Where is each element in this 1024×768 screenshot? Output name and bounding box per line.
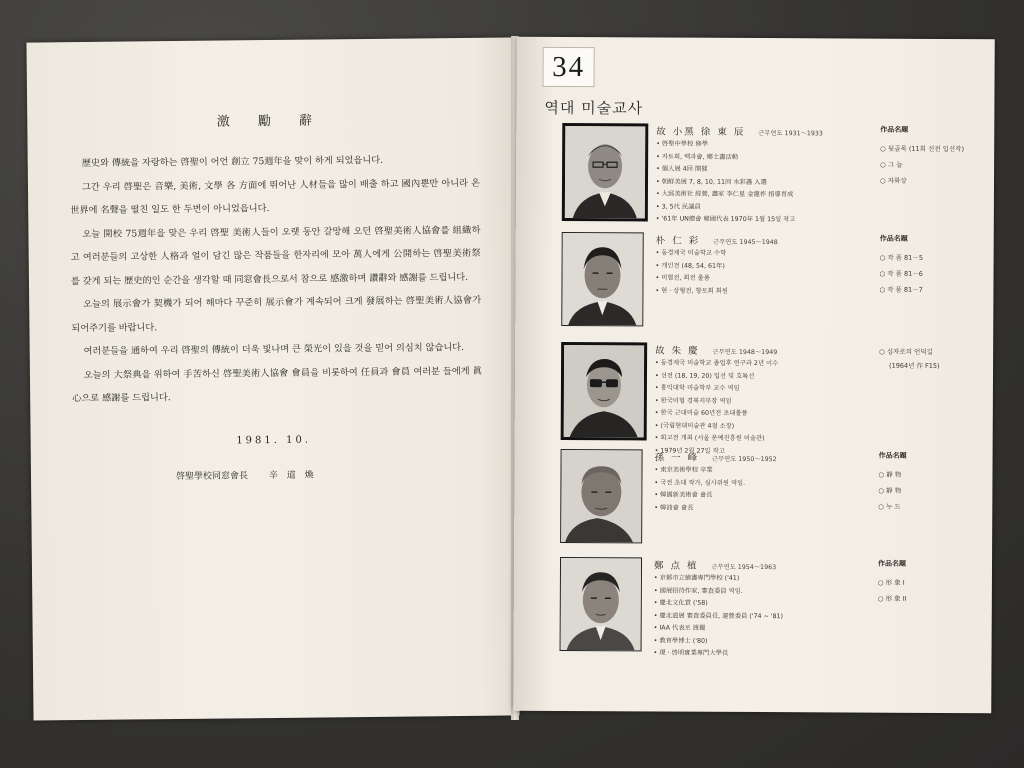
portrait-image [561, 558, 641, 650]
career-list [655, 357, 779, 458]
teacher-entry [515, 232, 994, 339]
career-item: • 동경제국 미술학교 졸업후 연구과 2년 이수 [655, 357, 778, 370]
work-title: ○ 누 드 [878, 499, 906, 515]
career-item: • 韓國新美術會 會長 [654, 489, 745, 502]
portrait-photo [562, 123, 649, 221]
teacher-header [656, 123, 823, 138]
career-item: • 大邱美術社 經營, 畵家 李仁星 金龍祚 指導育成 [656, 188, 796, 201]
career-item: • 자토회, 백과會, 鄕土畵活動 [656, 151, 796, 164]
career-item: • 京都市立繪畵專門學校 ('41) [654, 572, 783, 585]
works-list [878, 451, 906, 515]
career-list [655, 247, 728, 297]
career-item: • IAA 代表로 渡獨 [654, 622, 783, 635]
body-paragraph: 오늘 開校 75週年을 맞은 우리 啓聖 美術人들이 오랫 동안 갈망해 오던 啓聖美術人協會를 組織하고 여러분들의 고상한 人格과 얼이 담긴 많은 작품들을 한자리에 모아 萬人에게 公開하는 啓聖美術祭를 갖게 되는 歷史的인 순간을 생각할 때 同窓會長으로서 참으로 感激하며 讚辭와 感謝를 드립니다. [70, 224, 481, 287]
career-item: • 慶北文化賞 ('58) [654, 597, 783, 610]
teacher-name: 孫 一 峰 [654, 452, 700, 464]
teacher-name: 故 小黑 徐 東 辰 [656, 126, 746, 138]
works-list [879, 234, 923, 298]
signer-name: 辛 道 煥 [268, 470, 317, 482]
career-item: • 3, 5代 民議員 [656, 201, 796, 214]
career-item: • 홍익대학 미술학부 교수 역임 [655, 382, 778, 395]
career-item: • '61年 UN總會 韓國代表 1970年 1월 15일 작고 [656, 213, 796, 226]
work-title: ○ 작 품 81－5 [880, 250, 923, 266]
career-item: • (국립현대미술관 4점 소장) [655, 420, 778, 433]
works-list [878, 559, 907, 607]
career-item: • 현 · 상형전, 향토회 회원 [655, 285, 728, 298]
teacher-entry [514, 449, 993, 556]
work-title: ○ 形 象 II [878, 591, 907, 607]
right-page [513, 37, 995, 713]
career-item: • 東京美術學校 卒業 [654, 464, 745, 477]
career-item: • 회고전 개최 (서울 문예진흥원 미술관) [655, 432, 778, 445]
career-item: • 韓油會 會長 [654, 502, 745, 515]
teacher-header [655, 449, 777, 464]
career-item: • 선전 (18, 19, 20) 입선 및 호특선 [655, 370, 778, 383]
career-item: • 現 · 啓明實業專門大學長 [654, 647, 783, 660]
portrait-photo [560, 449, 642, 543]
career-item: • 동경제국 미술학교 수학 [656, 247, 729, 260]
body-paragraph: 오늘의 展示會가 契機가 되어 해마다 꾸준히 展示會가 계속되어 크게 發展하는 啓聖美術人協會가 되어주기를 바랍니다. [71, 294, 482, 334]
career-item: • 個人展 4回 開催 [656, 163, 796, 176]
teacher-entry [514, 557, 993, 664]
work-title: ○ 작 품 81－6 [879, 266, 922, 282]
work-title: ○ 자화상 [880, 173, 964, 189]
career-item: • 미협전, 회전 출품 [655, 272, 728, 285]
signer-title: 啓聖學校同窓會長 [175, 471, 249, 483]
works-heading: 作品名題 [877, 559, 907, 568]
career-item: • 國展招待作家, 審査委員 역임. [654, 585, 783, 598]
career-item: • 한국 근대미술 60년전 초대출품 [655, 407, 778, 420]
teacher-header [654, 557, 776, 572]
service-period: 근무연도 1954～1963 [711, 563, 777, 572]
portrait-image [565, 126, 645, 218]
career-item: • 한국미협 경북지부장 역임 [655, 395, 778, 408]
portrait-photo [561, 342, 648, 440]
teacher-name: 朴 仁 彩 [655, 235, 701, 247]
body-paragraph: 그간 우리 啓聖은 音樂, 美術, 文學 各 方面에 뛰어난 人材들을 많이 배출 하고 國內뿐만 아니라 온 世界에 名聲을 떨친 일도 한 두번이 아니었읍니다. [70, 177, 481, 217]
teacher-header [655, 342, 777, 357]
career-list [654, 572, 784, 660]
work-title: ○ 작 품 81－7 [879, 282, 922, 298]
body-paragraph: 여러분들을 通하여 우리 啓聖의 傳統이 더욱 빛나며 큰 榮光이 있을 것을 믿어 의심치 않습니다. [83, 341, 465, 357]
teacher-entry [515, 342, 994, 455]
works-heading: 作品名題 [880, 125, 909, 134]
career-item: • 朝鮮美展 7, 8, 10, 11回 水彩畵 入選 [656, 176, 796, 189]
body-paragraph: 歷史와 傳統을 자랑하는 啓聖이 어언 創立 75週年을 맞이 하게 되었읍니다. [81, 154, 384, 169]
portrait-image [561, 450, 641, 542]
career-item: • 국전 초대 작가, 심사위원 역임. [654, 477, 745, 490]
career-item: • 教育學博士 ('80) [654, 635, 783, 648]
works-list [880, 125, 964, 189]
works-list [879, 344, 940, 372]
portrait-photo [560, 557, 642, 651]
career-item: • 慶北道展 審査委員長, 運營委員 ('74 ~ '81) [654, 610, 783, 623]
career-item: • 1979년 2월 27일 작고 [655, 445, 778, 458]
work-title: ○ 形 象 I [878, 575, 907, 591]
career-list [656, 138, 796, 226]
works-heading: 作品名題 [878, 451, 907, 460]
work-note: (1964년 作 F15) [889, 361, 940, 370]
document-date: 1981. 10. [236, 434, 312, 447]
teacher-entry [516, 123, 995, 230]
teacher-header [656, 232, 778, 247]
career-item: • 啓聖中學校 修學 [656, 138, 796, 151]
body-paragraph: 오늘의 大祭典을 위하여 手苦하신 啓聖美術人協會 會員을 비롯하여 任員과 會員 여러분 들에게 眞心으로 感謝를 드립니다. [72, 365, 482, 405]
portrait-photo [561, 232, 643, 326]
signature-block [176, 468, 317, 482]
encouragement-body [70, 148, 483, 411]
service-period: 근무연도 1950～1952 [711, 455, 777, 464]
work-title: ○ 그 늘 [880, 157, 964, 173]
service-period: 근무연도 1948～1949 [712, 348, 778, 357]
teacher-name: 鄭 点 植 [653, 560, 699, 572]
work-title: ○ 십자로의 언덕길 [879, 344, 940, 360]
page-number: 34 [543, 47, 595, 87]
service-period: 근무연도 1945～1948 [713, 238, 778, 247]
portrait-image [562, 233, 642, 325]
career-list [654, 464, 745, 514]
left-page [26, 37, 519, 720]
work-title: ○ 뒷골목 (11회 선전 입선작) [880, 141, 964, 157]
teacher-name: 故 朱 慶 [655, 345, 700, 357]
work-title: ○ 靜 物 [878, 467, 906, 483]
encouragement-title: 激 勵 辭 [216, 113, 325, 130]
career-item: • 개인전 (48, 54, 61年) [656, 260, 729, 273]
works-heading: 作品名題 [879, 234, 908, 243]
portrait-image [564, 345, 644, 437]
work-title: ○ 靜 物 [878, 483, 906, 499]
service-period: 근무연도 1931～1933 [758, 130, 823, 138]
section-title: 역대 미술교사 [544, 98, 644, 118]
